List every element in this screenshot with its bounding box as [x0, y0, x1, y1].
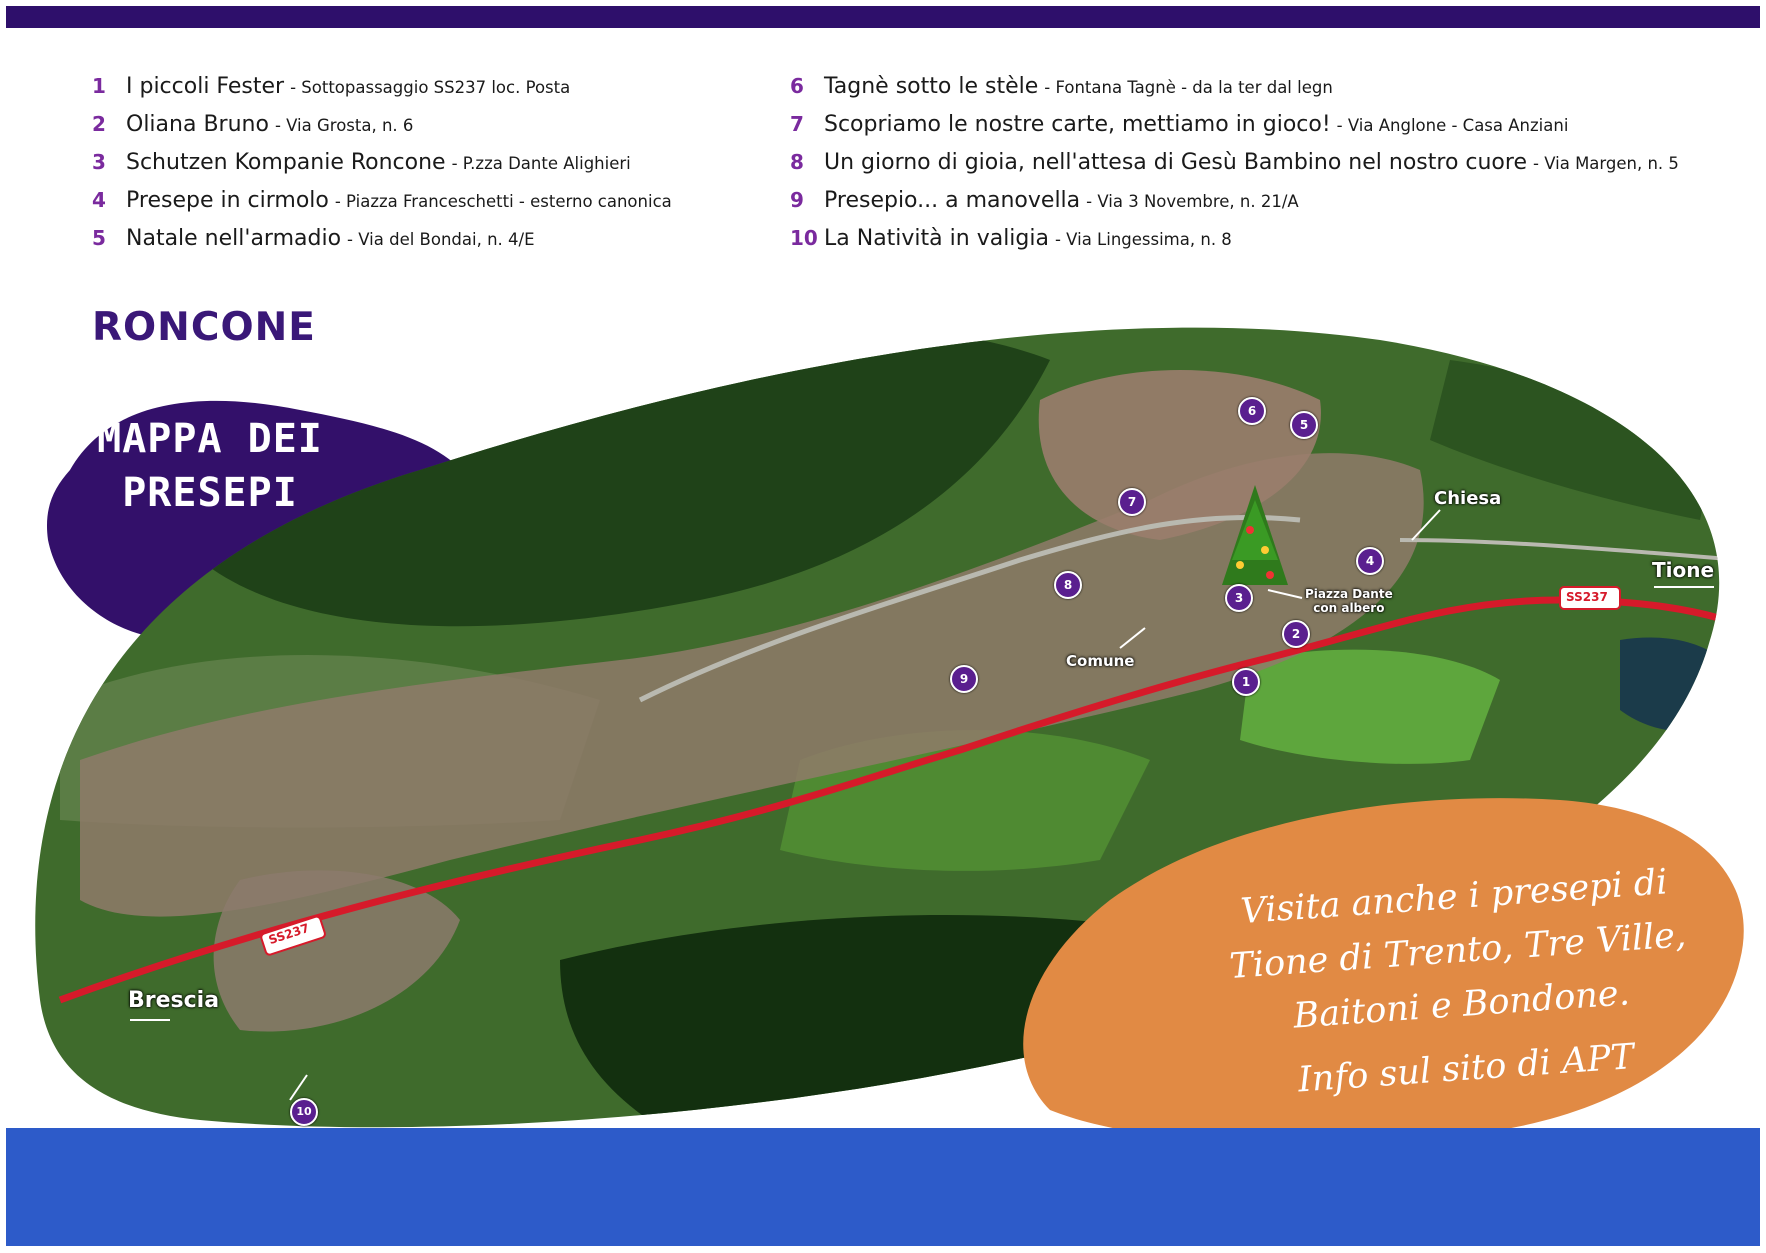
- marker-8[interactable]: 8: [1054, 571, 1082, 599]
- marker-9[interactable]: 9: [950, 665, 978, 693]
- promo-line: Baitoni e Bondone.: [1292, 973, 1631, 1037]
- legend-number: 9: [790, 188, 804, 212]
- marker-4[interactable]: 4: [1356, 547, 1384, 575]
- map-title: [80, 412, 340, 520]
- legend-name: Natale nell'armadio: [126, 226, 342, 251]
- road-label-east: SS237: [1566, 590, 1608, 604]
- label-piazza-line: con albero: [1313, 601, 1385, 615]
- legend-number: 1: [92, 74, 106, 98]
- legend-name: Scopriamo le nostre carte, mettiamo in gioco!: [824, 112, 1331, 137]
- legend-name: Schutzen Kompanie Roncone: [126, 150, 446, 175]
- marker-1[interactable]: 1: [1232, 668, 1260, 696]
- marker-3[interactable]: 3: [1225, 584, 1253, 612]
- legend-address: - Piazza Franceschetti - esterno canonica: [334, 192, 672, 211]
- label-piazza-dante: [1305, 587, 1393, 615]
- label-piazza-line: Piazza Dante: [1305, 587, 1393, 601]
- legend-address: - Via 3 Novembre, n. 21/A: [1086, 192, 1299, 211]
- map-title-line: MAPPA DEI: [97, 416, 323, 462]
- legend-name: I piccoli Fester: [126, 74, 285, 99]
- legend-number: 5: [92, 226, 106, 250]
- legend-address: - Fontana Tagnè - da la ter dal legn: [1044, 78, 1333, 97]
- legend-address: - P.zza Dante Alighieri: [451, 154, 631, 173]
- legend-address: - Via Anglone - Casa Anziani: [1336, 116, 1569, 135]
- legend-name: La Natività in valigia: [824, 226, 1049, 251]
- legend-number: 8: [790, 150, 804, 174]
- legend-name: Oliana Bruno: [126, 112, 269, 137]
- legend-number: 6: [790, 74, 804, 98]
- promo-message: [1173, 851, 1747, 1116]
- legend-number: 10: [790, 226, 818, 250]
- bottom-banner-bar: [6, 1128, 1760, 1246]
- legend-name: Presepe in cirmolo: [126, 188, 329, 213]
- legend-address: - Via Margen, n. 5: [1533, 154, 1679, 173]
- legend-number: 3: [92, 150, 106, 174]
- legend-number: 7: [790, 112, 804, 136]
- promo-line: Info sul sito di APT: [1296, 1037, 1636, 1101]
- marker-6[interactable]: 6: [1238, 397, 1266, 425]
- legend-number: 2: [92, 112, 106, 136]
- marker-2[interactable]: 2: [1282, 620, 1310, 648]
- label-chiesa: Chiesa: [1434, 488, 1502, 509]
- map-title-line: PRESEPI: [122, 470, 298, 516]
- road-label-west: SS237: [266, 920, 311, 948]
- label-comune: Comune: [1066, 652, 1135, 670]
- legend-number: 4: [92, 188, 106, 212]
- legend-name: Presepio... a manovella: [824, 188, 1081, 213]
- promo-line: Tione di Trento, Tre Ville,: [1228, 915, 1688, 987]
- label-brescia: Brescia: [128, 988, 220, 1013]
- marker-10[interactable]: 10: [290, 1098, 318, 1126]
- legend-name: Un giorno di gioia, nell'attesa di Gesù Bambino nel nostro cuore: [824, 150, 1527, 175]
- marker-7[interactable]: 7: [1118, 488, 1146, 516]
- legend-address: - Via del Bondai, n. 4/E: [347, 230, 535, 249]
- legend-address: - Via Grosta, n. 6: [274, 116, 414, 135]
- label-tione: Tione: [1652, 558, 1715, 582]
- promo-line: Visita anche i presepi di: [1239, 862, 1669, 933]
- legend-name: Tagnè sotto le stèle: [824, 74, 1039, 99]
- legend-address: - Via Lingessima, n. 8: [1054, 230, 1232, 249]
- legend-address: - Sottopassaggio SS237 loc. Posta: [290, 78, 571, 97]
- town-heading: RONCONE: [92, 305, 316, 350]
- marker-5[interactable]: 5: [1290, 411, 1318, 439]
